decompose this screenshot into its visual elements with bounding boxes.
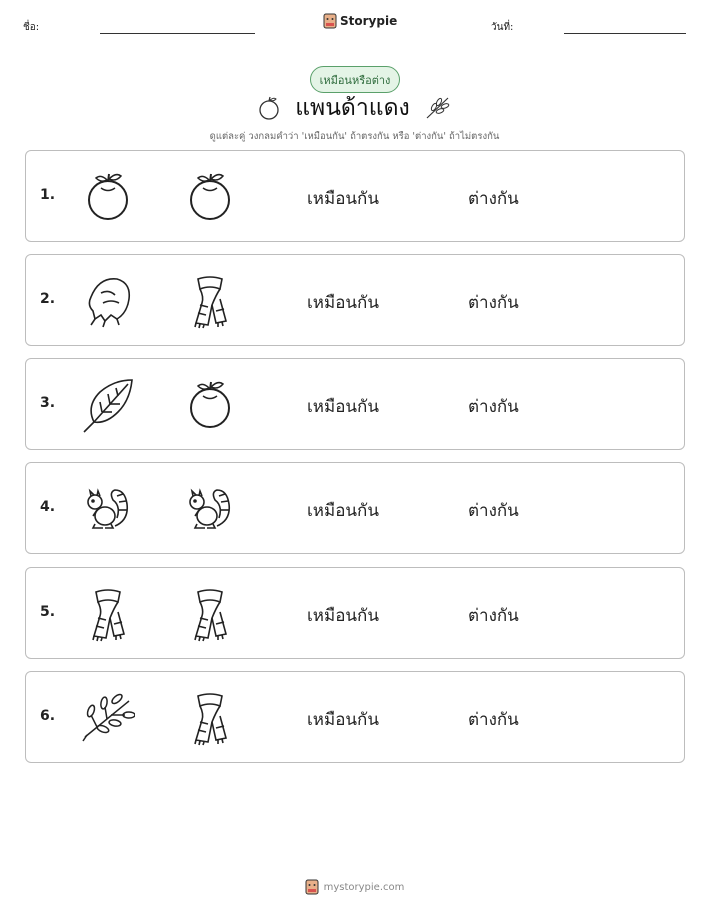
- squirrel-icon: [180, 479, 240, 539]
- option-same[interactable]: เหมือนกัน: [307, 501, 379, 521]
- question-row-6: [25, 671, 685, 763]
- leaf-icon: [78, 375, 138, 435]
- apple-icon: [180, 167, 240, 227]
- option-same[interactable]: เหมือนกัน: [307, 397, 379, 417]
- option-different[interactable]: ต่างกัน: [468, 189, 519, 209]
- brand-name: Storypie: [340, 14, 398, 28]
- apple-icon: [180, 375, 240, 435]
- option-different[interactable]: ต่างกัน: [468, 710, 519, 730]
- option-same[interactable]: เหมือนกัน: [307, 710, 379, 730]
- name-label: ชื่อ:: [23, 22, 40, 33]
- apple-icon: [78, 167, 138, 227]
- leafy-branch-icon: [78, 688, 138, 748]
- question-number: 2.: [40, 291, 56, 307]
- instructions: ดูแต่ละคู่ วงกลมคำว่า 'เหมือนกัน' ถ้าตรงกัน หรือ 'ต่างกัน' ถ้าไม่ตรงกัน: [209, 131, 500, 142]
- option-different[interactable]: ต่างกัน: [468, 606, 519, 626]
- leafy-branch-icon: [424, 95, 452, 121]
- topic-badge: เหมือนหรือต่าง: [310, 66, 400, 93]
- name-line[interactable]: [100, 33, 255, 34]
- question-number: 5.: [40, 604, 56, 620]
- option-different[interactable]: ต่างกัน: [468, 501, 519, 521]
- squirrel-icon: [78, 479, 138, 539]
- question-row-1: [25, 150, 685, 242]
- apple-icon: [257, 95, 281, 121]
- question-row-4: [25, 462, 685, 554]
- question-number: 3.: [40, 395, 56, 411]
- page-title: แพนด้าแดง: [295, 95, 410, 121]
- option-different[interactable]: ต่างกัน: [468, 397, 519, 417]
- brand-logo: [323, 13, 397, 29]
- scarf-icon: [180, 688, 240, 748]
- question-row-5: [25, 567, 685, 659]
- question-row-2: [25, 254, 685, 346]
- option-same[interactable]: เหมือนกัน: [307, 189, 379, 209]
- claw-icon: [78, 271, 138, 331]
- storypie-bear-icon: [323, 13, 337, 29]
- question-number: 4.: [40, 499, 56, 515]
- option-different[interactable]: ต่างกัน: [468, 293, 519, 313]
- date-label: วันที่:: [491, 22, 514, 33]
- date-line[interactable]: [564, 33, 686, 34]
- option-same[interactable]: เหมือนกัน: [307, 606, 379, 626]
- scarf-icon: [78, 584, 138, 644]
- scarf-icon: [180, 584, 240, 644]
- footer: [0, 879, 709, 895]
- option-same[interactable]: เหมือนกัน: [307, 293, 379, 313]
- footer-url[interactable]: mystorypie.com: [323, 881, 405, 893]
- scarf-icon: [180, 271, 240, 331]
- question-row-3: [25, 358, 685, 450]
- storypie-bear-icon: [305, 879, 319, 895]
- question-number: 1.: [40, 187, 56, 203]
- question-number: 6.: [40, 708, 56, 724]
- title-row: [0, 90, 709, 126]
